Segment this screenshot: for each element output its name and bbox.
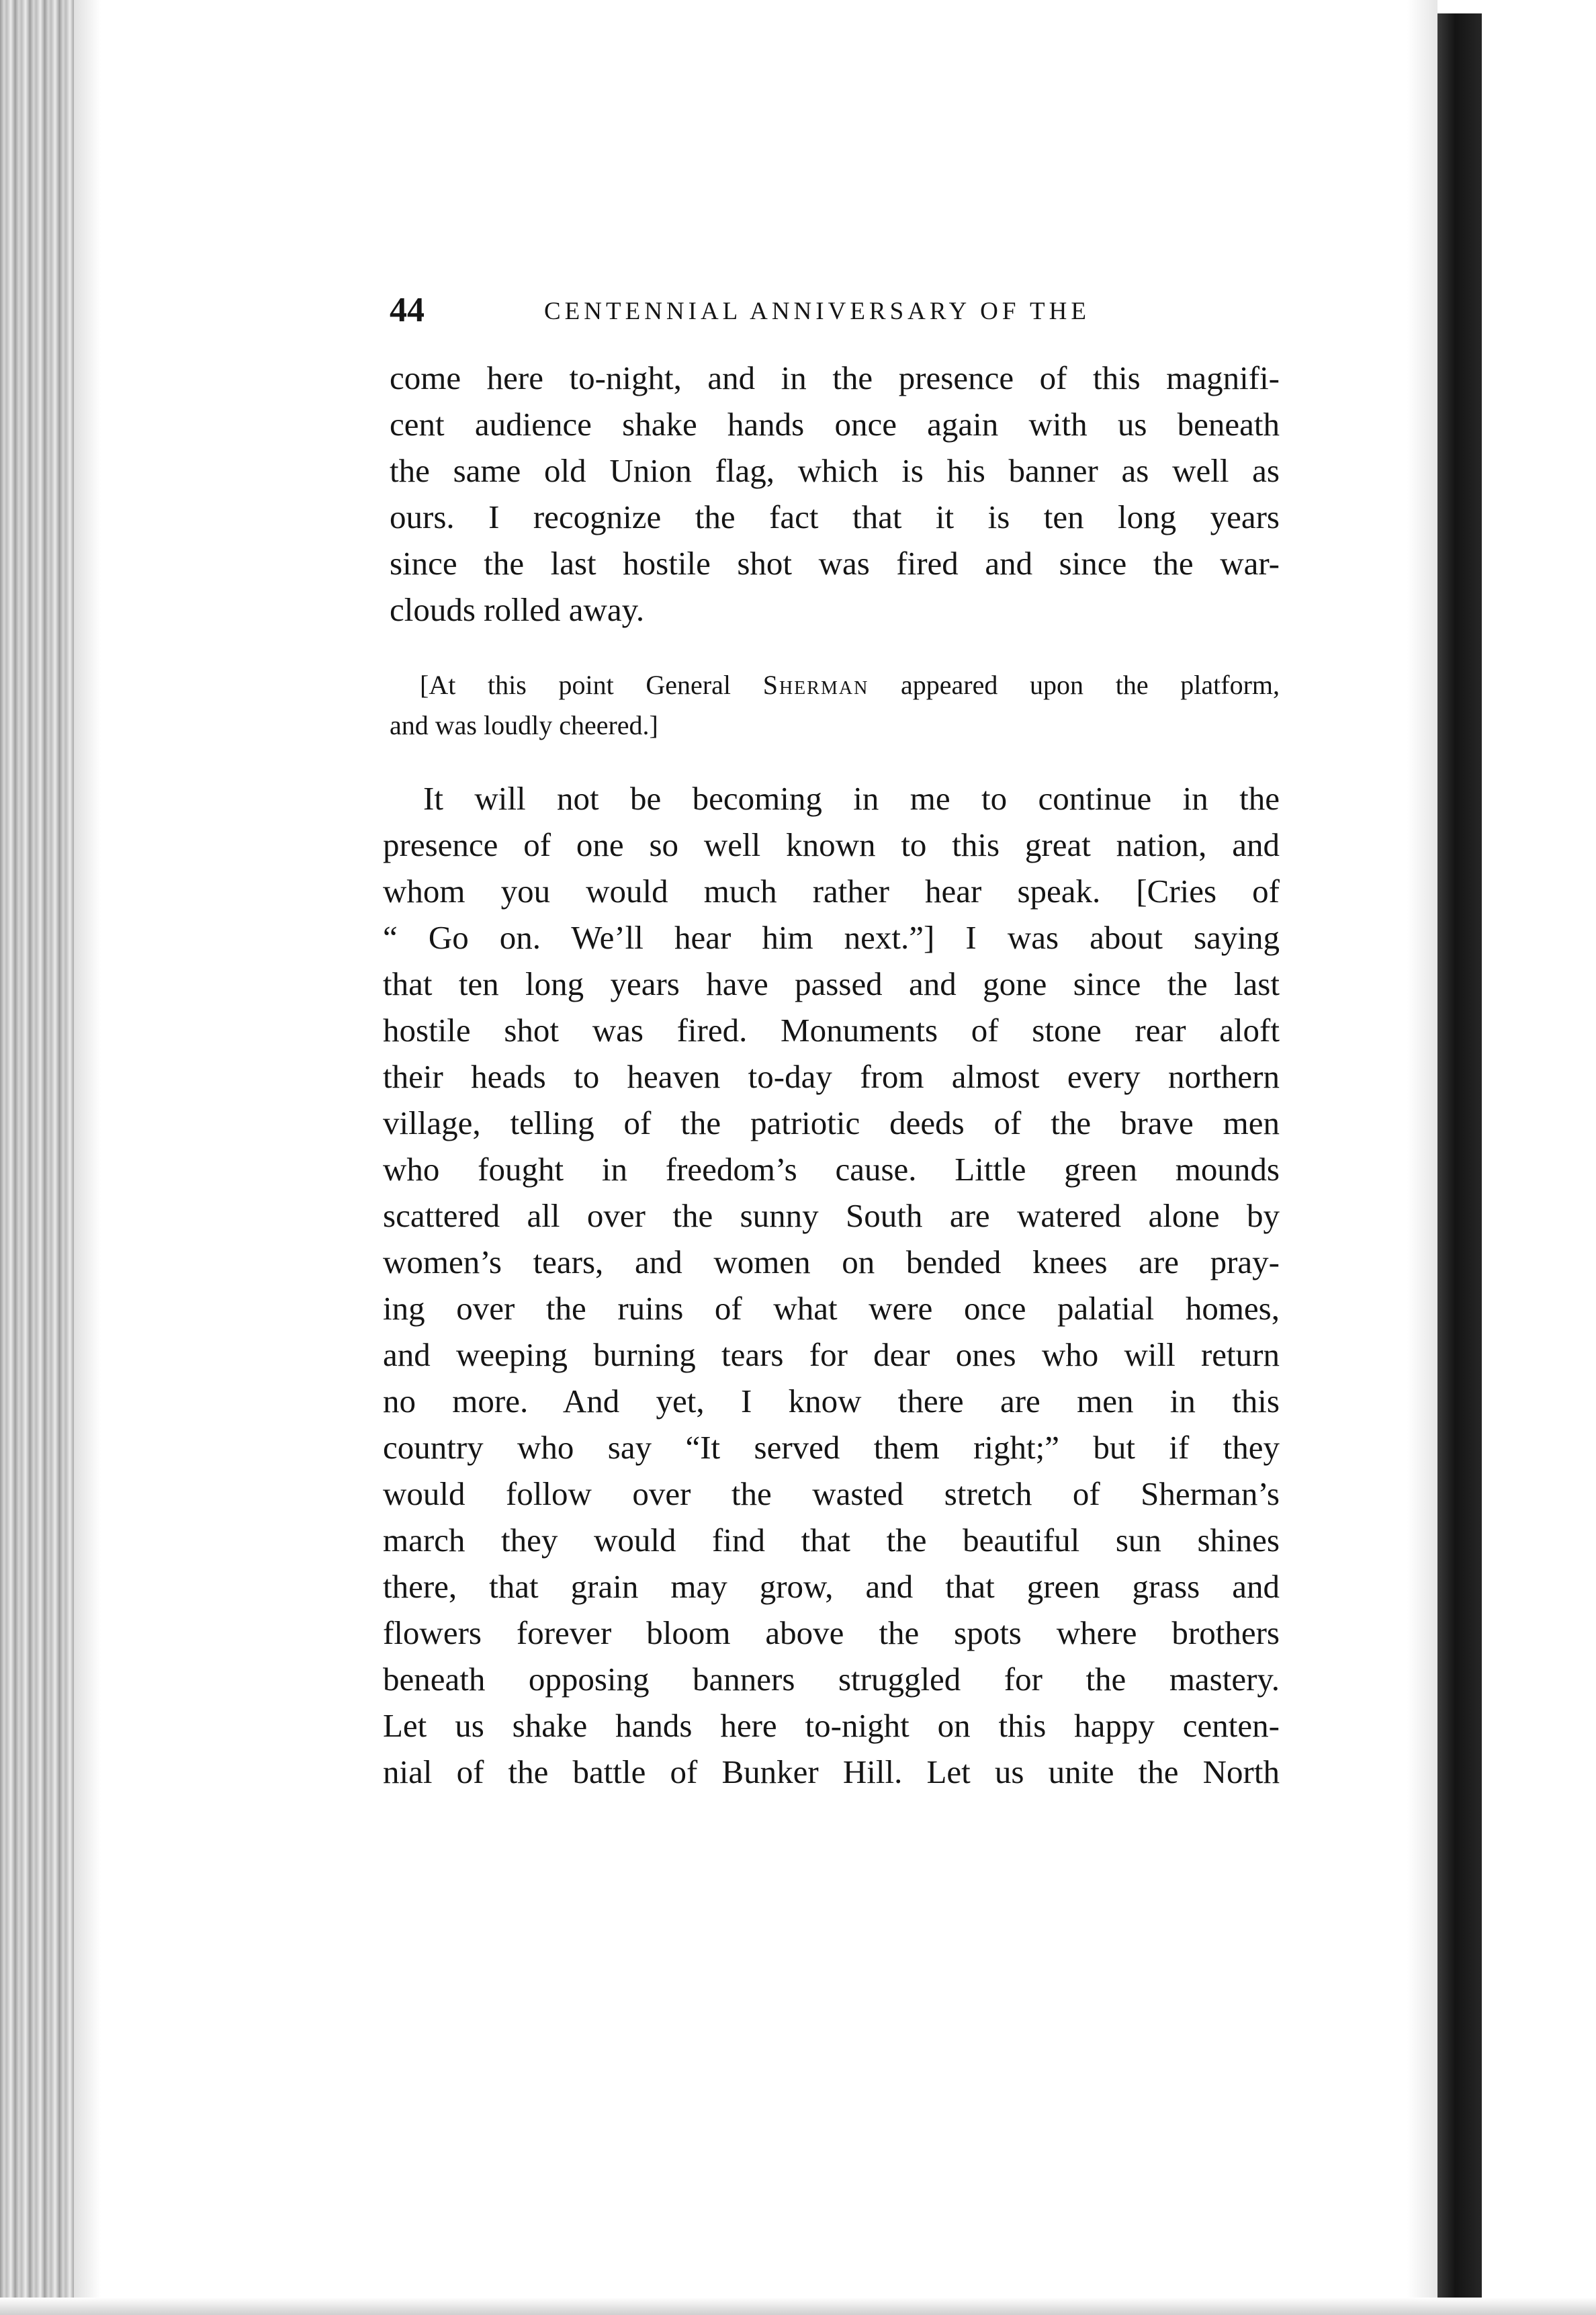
- note-name: Sherman: [762, 670, 869, 700]
- text-line: women’s tears, and women on bended knees are pray-: [383, 1243, 1280, 1280]
- text-line: march they would find that the beautiful sun shines: [383, 1522, 1280, 1559]
- text-line: village, telling of the patriotic deeds of the brave men: [383, 1104, 1280, 1141]
- text-line: no more. And yet, I know there are men in this: [383, 1383, 1280, 1419]
- text-line: the same old Union flag, which is his banner as well as: [390, 452, 1280, 489]
- note-line: [390, 665, 1280, 705]
- text-line: Let us shake hands here to-night on this happy centen-: [383, 1707, 1280, 1744]
- text-line: who fought in freedom’s cause. Little green mounds: [383, 1151, 1280, 1188]
- text-line: ing over the ruins of what were once palatial homes,: [383, 1290, 1280, 1327]
- text-line: their heads to heaven to-day from almost every northern: [383, 1058, 1280, 1095]
- running-title: CENTENNIAL ANNIVERSARY OF THE: [544, 298, 1090, 325]
- note-text: appeared upon the platform,: [869, 670, 1280, 700]
- text-line: beneath opposing banners struggled for the mastery.: [383, 1661, 1280, 1698]
- text-line: that ten long years have passed and gone since the last: [383, 965, 1280, 1002]
- page-edge-shadow: [1407, 0, 1437, 2315]
- text-line: clouds rolled away.: [390, 591, 645, 628]
- note-text: [At this point General: [420, 670, 763, 700]
- text-line: nial of the battle of Bunker Hill. Let us unite the North: [383, 1753, 1280, 1790]
- text-line: come here to-night, and in the presence of this magnifi-: [390, 359, 1280, 396]
- gutter-shadow: [74, 0, 101, 2315]
- book-page: [376, 282, 1280, 1795]
- text-line: ours. I recognize the fact that it is ten long years: [390, 498, 1280, 535]
- paragraph-1: [376, 355, 1280, 633]
- text-line: “ Go on. We’ll hear him next.”] I was about saying: [383, 919, 1280, 956]
- page-number: 44: [390, 291, 425, 329]
- text-line: whom you would much rather hear speak. [Cries of: [383, 873, 1280, 910]
- page-edge-margin: [1482, 0, 1596, 2315]
- text-line: would follow over the wasted stretch of Sherman’s: [383, 1475, 1280, 1512]
- text-line: scattered all over the sunny South are watered alone by: [383, 1197, 1280, 1234]
- page-edge-dark: [1437, 13, 1482, 2304]
- text-line: flowers forever bloom above the spots where brothers: [383, 1614, 1280, 1651]
- text-line: country who say “It served them right;” but if they: [383, 1429, 1280, 1466]
- text-line: and weeping burning tears for dear ones who will return: [383, 1336, 1280, 1373]
- text-line: since the last hostile shot was fired and since the war-: [390, 545, 1280, 582]
- running-head: [376, 282, 1280, 336]
- stage-note: [376, 665, 1280, 746]
- bottom-edge: [0, 2298, 1596, 2315]
- binding-gutter: [0, 0, 74, 2315]
- text-line: presence of one so well known to this great nation, and: [383, 826, 1280, 863]
- paragraph-2: [376, 775, 1280, 1795]
- text-line: It will not be becoming in me to continue in the: [423, 780, 1280, 817]
- text-line: hostile shot was fired. Monuments of stone rear aloft: [383, 1012, 1280, 1049]
- text-line: there, that grain may grow, and that green grass and: [383, 1568, 1280, 1605]
- text-line: cent audience shake hands once again with us beneath: [390, 406, 1280, 443]
- note-line: and was loudly cheered.]: [390, 710, 658, 740]
